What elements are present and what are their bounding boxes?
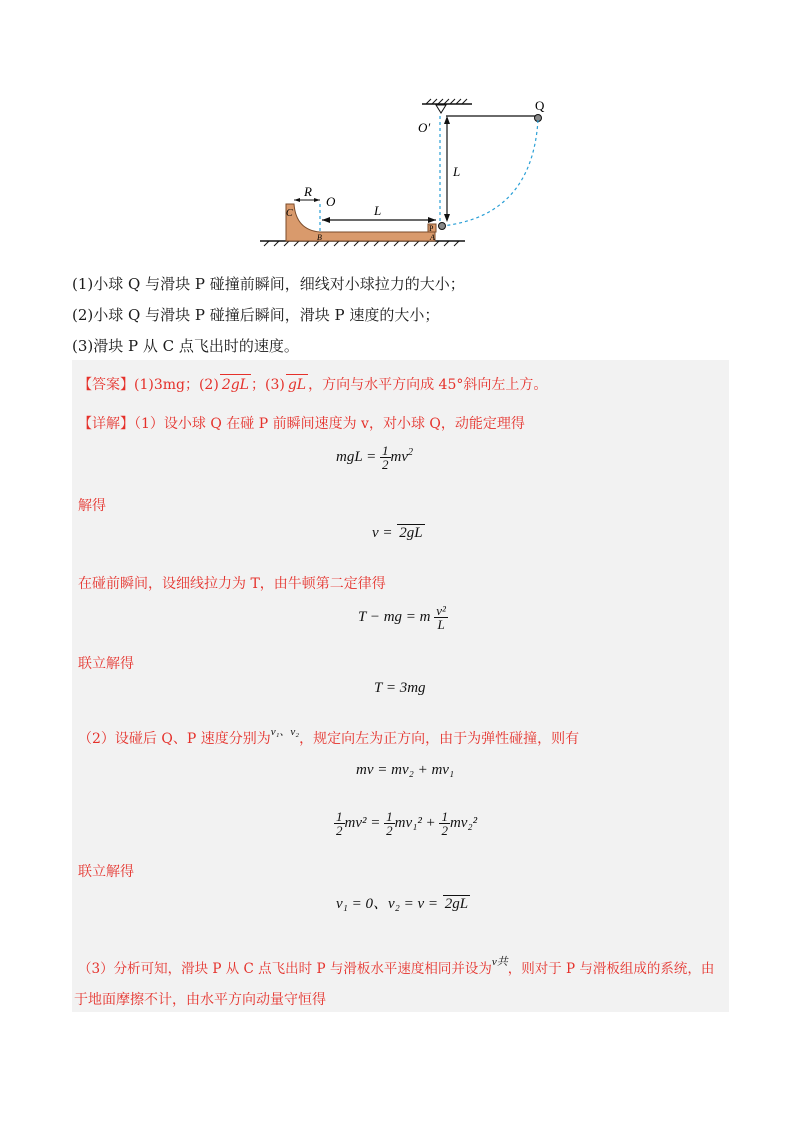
label-c: C xyxy=(286,208,293,219)
label-a: A xyxy=(430,233,435,242)
equation-5: mv = mv₂ + mv₁ xyxy=(356,762,455,778)
label-q: Q xyxy=(535,98,545,113)
answer-line xyxy=(78,374,547,395)
detail-step-1: （1）设小球 Q 在碰 P 前瞬间速度为 v，对小球 Q，动能定理得 xyxy=(134,416,525,432)
answer-part-3: ，方向与水平方向成 45°斜向左上方。 xyxy=(308,377,548,393)
label-l-horizontal: L xyxy=(374,203,382,218)
answer-part-1: (1)3mg；(2) xyxy=(134,377,219,393)
solve-label-2: 联立解得 xyxy=(78,656,134,672)
question-1: (1)小球 Q 与滑块 P 碰撞前瞬间，细线对小球拉力的大小； xyxy=(72,275,465,293)
detail-step-5: 于地面摩擦不计，由水平方向动量守恒得 xyxy=(74,992,326,1008)
equation-2: v = 2gL xyxy=(372,525,423,541)
equation-4: T = 3mg xyxy=(374,680,426,696)
answer-sqrt-1: 2gL xyxy=(220,374,251,395)
label-b: B xyxy=(317,233,322,242)
answer-sqrt-2: gL xyxy=(286,374,308,395)
detail-step-4: （3）分析可知，滑块 P 从 C 点飞出时 P 与滑板水平速度相同并设为$^{v共}$，则对于 P 与滑板组成的系统，由 xyxy=(78,956,715,977)
label-l-vertical: L xyxy=(453,164,461,179)
label-p: P xyxy=(429,224,434,233)
equation-7: v₁ = 0、v₂ = v = 2gL xyxy=(336,896,469,912)
equation-6: $\frac{1}{2}$ mv² = $\frac{1}{2}$ mv₁² + $\frac{1}{2}$ mv₂² xyxy=(336,809,478,838)
label-o-prime: O′ xyxy=(418,120,431,135)
solve-label-1: 解得 xyxy=(78,498,106,514)
label-o: O xyxy=(326,194,336,209)
question-3: (3)滑块 P 从 C 点飞出时的速度。 xyxy=(72,337,299,355)
detail-step-2: 在碰前瞬间，设细线拉力为 T，由牛顿第二定律得 xyxy=(78,576,386,592)
detail-step-3: （2）设碰后 Q、P 速度分别为$^{v_1、v_2}$，规定向左为正方向，由于为弹性碰撞，则有 xyxy=(78,726,580,747)
equation-1: mgL = $\frac{1}{2}$ $mv^2$ xyxy=(336,443,414,472)
physics-diagram xyxy=(250,96,570,256)
label-r: R xyxy=(304,184,312,199)
detail-line-1 xyxy=(78,414,525,434)
solve-label-3: 联立解得 xyxy=(78,864,134,880)
answer-tag: 【答案】 xyxy=(78,377,134,393)
equation-3: T − mg = m $\frac{\text{v²}}{L}$ xyxy=(358,603,446,632)
question-2: (2)小球 Q 与滑块 P 碰撞后瞬间，滑块 P 速度的大小； xyxy=(72,306,440,324)
detail-tag: 【详解】 xyxy=(78,416,134,432)
answer-part-2: ；(3) xyxy=(250,377,285,393)
